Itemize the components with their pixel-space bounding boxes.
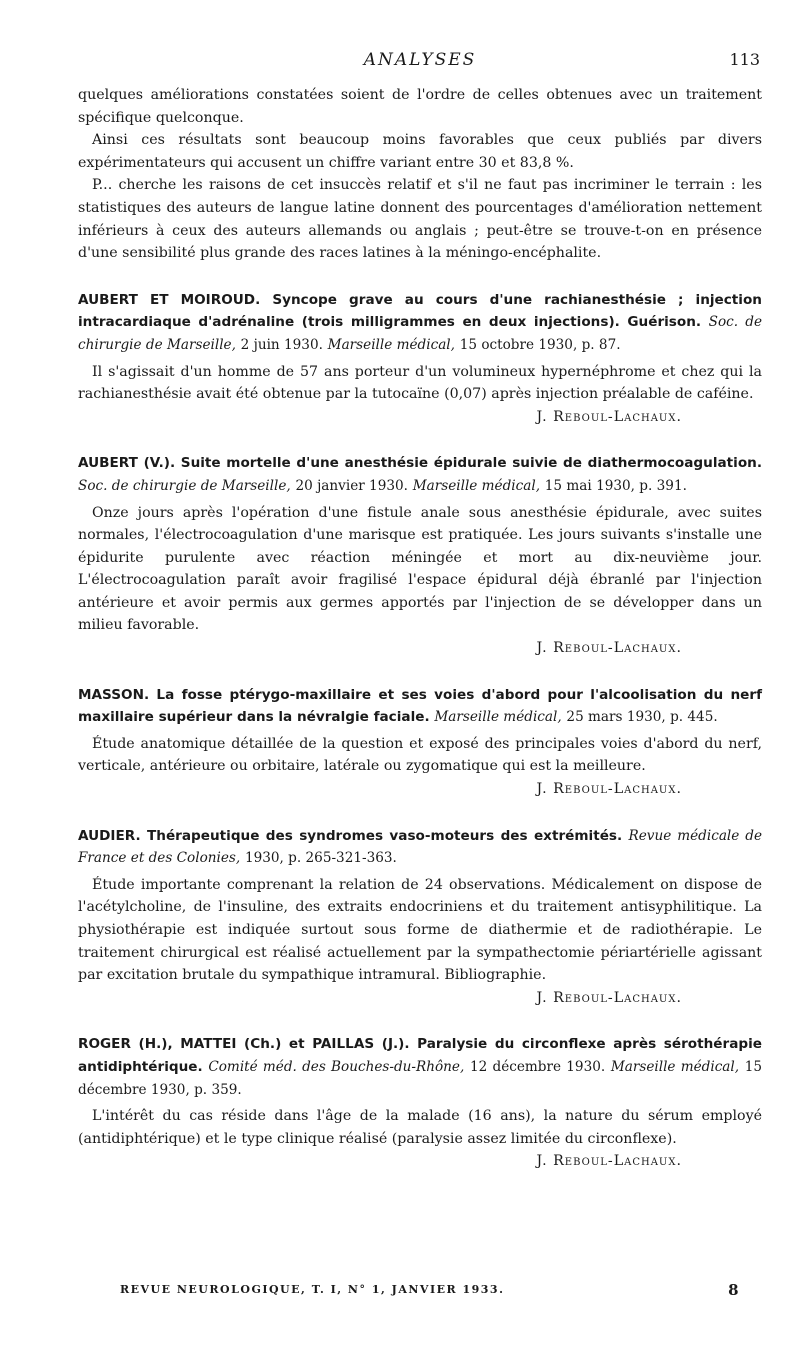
entry-text: L'intérêt du cas réside dans l'âge de la malade (16 ans), la nature du sérum employé (antidiphtérique) et le type clinique réalisé (paralysie assez limitée du circonflexe).: [78, 1108, 762, 1147]
entry-source-2: Marseille médical,: [610, 1058, 740, 1075]
page-header: [80, 46, 760, 72]
entry-heading: [78, 289, 762, 357]
entry-date: 25 mars 1930, p. 445.: [566, 709, 718, 726]
entry-text: Il s'agissait d'un homme de 57 ans porteur d'un volumineux hypernéphrome et chez qui la rachianesthésie avait été obtenue par la tutocaïne (0,07) après injection préalable de caféine.: [78, 363, 762, 403]
entry-source: Revue médicale de France et des Colonies,: [78, 827, 763, 867]
entry-title: AUBERT ET MOIROUD. Syncope grave au cours d'une rachianesthésie ; injection intracardiaque d'adrénaline (trois milligrammes en deux injections). Guérison.: [78, 291, 762, 331]
entry-source-2: Marseille médical,: [327, 336, 455, 353]
entry-title: AUDIER. Thérapeutique des syndromes vaso-moteurs des extrémités.: [78, 827, 623, 844]
entry-date: 2 juin 1930.: [240, 336, 323, 353]
entry-source: Soc. de chirurgie de Marseille,: [78, 477, 291, 494]
entry-date-2: 15 octobre 1930, p. 87.: [459, 336, 621, 353]
page-body: [78, 84, 762, 1173]
footer-journal-line: REVUE NEUROLOGIQUE, T. I, N° 1, JANVIER 1933.: [120, 1283, 505, 1296]
entry-date: 1930, p. 265-321-363.: [244, 850, 397, 867]
entry-source: Comité méd. des Bouches-du-Rhône,: [208, 1058, 465, 1075]
entry-signature: J. Reboul-Lachaux.: [536, 640, 682, 657]
abstract-entry: [78, 684, 762, 801]
abstract-entry: [78, 1033, 762, 1173]
footer-sheet-number: 8: [728, 1281, 740, 1299]
entry-text: Onze jours après l'opération d'une fistule anale sous anesthésie épidurale, avec suites normales, l'électrocoagulation d'une marisque est pratiquée. Les jours suivants s'installe une épidurite purulente avec réaction méningée et mort au dix-neuvième jour. L'électrocoagulation paraît avoir fragilisé l'espace épidural déjà ébranlé par l'injection antérieure et avoir permis aux germes apportés par l'injection de se développer dans un milieu favorable.: [78, 504, 762, 634]
entry-source: Marseille médical,: [434, 709, 562, 726]
intro-paragraph: P... cherche les raisons de cet insuccès relatif et s'il ne faut pas incriminer le terrain : les statistiques des auteurs de langue latine donnent des pourcentages d'amélioration nettement inférieurs à ceux des auteurs allemands ou anglais ; peut-être se trouve-t-on en présence d'une sensibilité plus grande des races latines à la méningo-encéphalite.: [78, 177, 762, 262]
entry-date: 12 décembre 1930.: [469, 1058, 606, 1075]
entry-date: 20 janvier 1930.: [295, 477, 408, 494]
abstract-entry: [78, 452, 762, 659]
entry-title: MASSON. La fosse ptérygo-maxillaire et ses voies d'abord pour l'alcoolisation du nerf maxillaire supérieur dans la névralgie faciale.: [78, 686, 762, 726]
entry-date-2: 15 mai 1930, p. 391.: [544, 477, 687, 494]
entry-signature: J. Reboul-Lachaux.: [536, 1153, 682, 1170]
running-title: ANALYSES: [363, 50, 477, 70]
entry-signature: J. Reboul-Lachaux.: [536, 781, 682, 798]
entry-signature: J. Reboul-Lachaux.: [536, 989, 682, 1006]
abstract-entry: [78, 825, 762, 1010]
intro-paragraph: Ainsi ces résultats sont beaucoup moins favorables que ceux publiés par divers expérimentateurs qui accusent un chiffre variant entre 30 et 83,8 %.: [78, 132, 762, 171]
entry-date-2: 15 décembre 1930, p. 359.: [78, 1058, 763, 1098]
entry-text: Étude importante comprenant la relation de 24 observations. Médicalement on dispose de l'acétylcholine, de l'insuline, des extraits endocriniens et du traitement antisyphilitique. La physiothérapie est indiquée surtout sous forme de diathermie et de radiothérapie. Le traitement chirurgical est réalisé actuellement par la sympathectomie périartérielle agissant par excitation brutale du sympathique intramural. Bibliographie.: [78, 876, 762, 984]
page-footer: [120, 1281, 740, 1299]
entry-text: Étude anatomique détaillée de la question et exposé des principales voies d'abord du nerf, verticale, antérieure ou orbitaire, latérale ou zygomatique qui est la meilleure.: [78, 735, 762, 775]
entry-signature: J. Reboul-Lachaux.: [536, 408, 682, 425]
entry-source: Soc. de chirurgie de Marseille,: [78, 314, 763, 353]
intro-paragraph: quelques améliorations constatées soient de l'ordre de celles obtenues avec un traitement spécifique quelconque.: [78, 87, 762, 126]
entry-heading: [78, 684, 762, 729]
entry-source-2: Marseille médical,: [412, 477, 541, 494]
entry-title: AUBERT (V.). Suite mortelle d'une anesthésie épidurale suivie de diathermocoagulation.: [78, 455, 762, 472]
page-number: 113: [729, 50, 760, 69]
entry-heading: [78, 1033, 762, 1101]
entry-heading: [78, 825, 762, 870]
entry-heading: [78, 452, 762, 497]
abstract-entry: [78, 289, 762, 429]
entry-title: ROGER (H.), MATTEI (Ch.) et PAILLAS (J.). Paralysie du circonflexe après sérothérapie antidiphtérique.: [78, 1036, 762, 1075]
